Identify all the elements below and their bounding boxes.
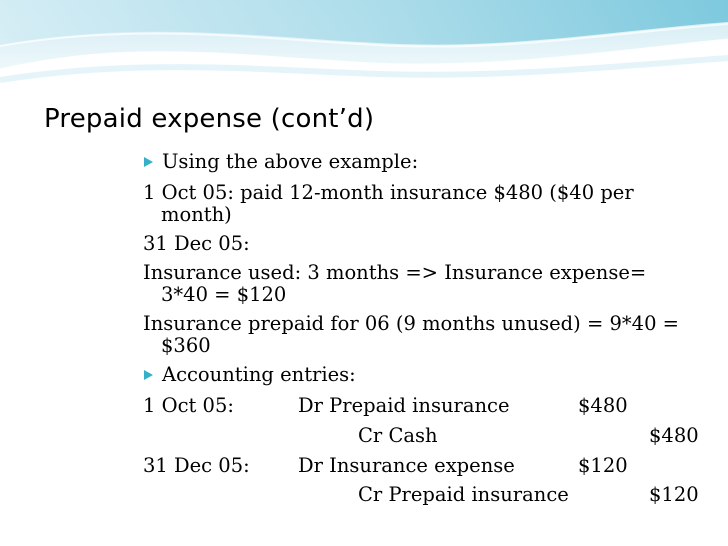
body-line: Insurance prepaid for 06 (9 months unused) = 9*40 = [143,312,680,335]
body-line: 1 Oct 05: paid 12-month insurance $480 ($40 per [143,181,634,204]
body-line: $360 [161,334,211,357]
entry-debit-amount: $480 [578,394,628,417]
entry-debit-account: Dr Insurance expense [298,454,515,477]
bullet-icon [144,157,153,167]
entry-credit-account: Cr Prepaid insurance [358,483,569,506]
bullet-icon [144,370,153,380]
entry-date: 1 Oct 05: [143,394,234,417]
entry-debit-amount: $120 [578,454,628,477]
body-line: 3*40 = $120 [161,283,287,306]
bullet-text: Accounting entries: [162,363,356,386]
body-line: Insurance used: 3 months => Insurance expense= [143,261,647,284]
entry-credit-amount: $480 [649,424,699,447]
body-line: 31 Dec 05: [143,232,250,255]
body-line: month) [161,203,232,226]
slide-title: Prepaid expense (cont’d) [44,104,375,134]
entry-credit-account: Cr Cash [358,424,438,447]
entry-credit-amount: $120 [649,483,699,506]
entry-debit-account: Dr Prepaid insurance [298,394,510,417]
bullet-text: Using the above example: [162,150,419,173]
entry-date: 31 Dec 05: [143,454,250,477]
